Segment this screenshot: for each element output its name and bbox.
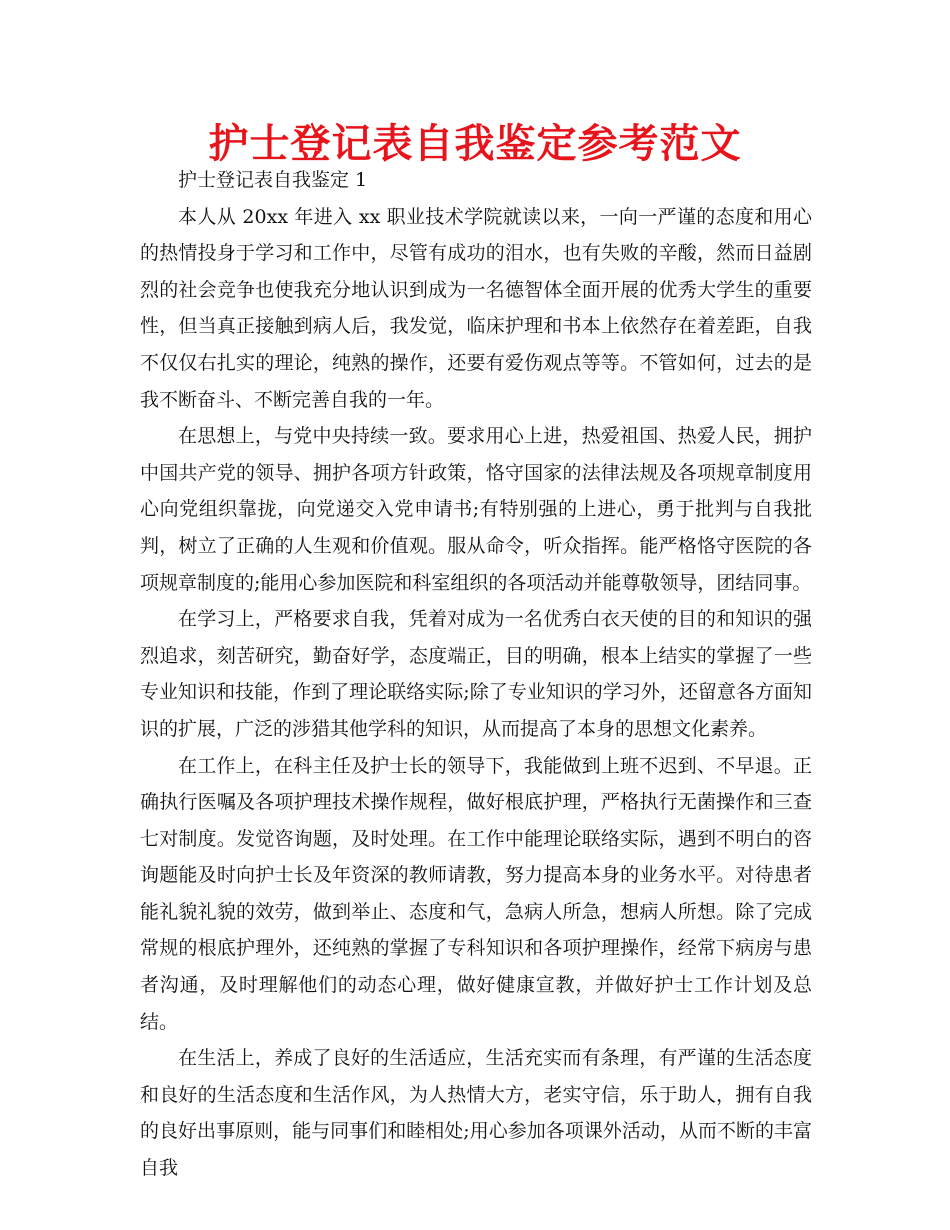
paragraph-study: 在学习上，严格要求自我，凭着对成为一名优秀白衣天使的目的和知识的强烈追求，刻苦研究，勤奋好学，态度端正，目的明确，根本上结实的掌握了一些专业知识和技能，作到了理论联络实际;除了专业知识的学习外，还留意各方面知识的扩展，广泛的涉猎其他学科的知识，从而提高了本身的思想文化素养。: [140, 608, 812, 740]
paragraph-intro: 本人从 20xx 年进入 xx 职业技术学院就读以来，一向一严谨的态度和用心的热情投身于学习和工作中，尽管有成功的泪水，也有失败的辛酸，然而日益剧烈的社会竞争也使我充分地认识到成为一名德智体全面开展的优秀大学生的重要性，但当真正接触到病人后，我发觉，临床护理和书本上依然存在着差距，自我不仅仅右扎实的理论，纯熟的操作，还要有爱伤观点等等。不管如何，过去的是我不断奋斗、不断完善自我的一年。: [140, 205, 812, 411]
paragraph-work: 在工作上，在科主任及护士长的领导下，我能做到上班不迟到、不早退。正确执行医嘱及各项护理技术操作规程，做好根底护理，严格执行无菌操作和三查七对制度。发觉咨询题，及时处理。在工作中能理论联络实际，遇到不明白的咨询题能及时向护士长及年资深的教师请教，努力提高本身的业务水平。对待患者能礼貌礼貌的效劳，做到举止、态度和气，急病人所急，想病人所想。除了完成常规的根底护理外，还纯熟的掌握了专科知识和各项护理操作，经常下病房与患者沟通，及时理解他们的动态心理，做好健康宣教，并做好护士工作计划及总结。: [140, 754, 812, 1033]
document-title: 护士登记表自我鉴定参考范文: [208, 121, 742, 167]
paragraph-life: 在生活上，养成了良好的生活适应，生活充实而有条理，有严谨的生活态度和良好的生活态度和生活作风，为人热情大方，老实守信，乐于助人，拥有自我的良好出事原则，能与同事们和睦相处;用心参加各项课外活动，从而不断的丰富自我: [140, 1047, 812, 1180]
document-body: [140, 162, 812, 1187]
section-heading: 护士登记表自我鉴定 1: [178, 169, 368, 191]
paragraph-ideology: 在思想上，与党中央持续一致。要求用心上进，热爱祖国、热爱人民，拥护中国共产党的领导、拥护各项方针政策，恪守国家的法律法规及各项规章制度用心向党组织靠拢，向党递交入党申请书;有特别强的上进心，勇于批判与自我批判，树立了正确的人生观和价值观。服从命令，听众指挥。能严格恪守医院的各项规章制度的;能用心参加医院和科室组织的各项活动并能尊敬领导，团结同事。: [140, 425, 812, 594]
